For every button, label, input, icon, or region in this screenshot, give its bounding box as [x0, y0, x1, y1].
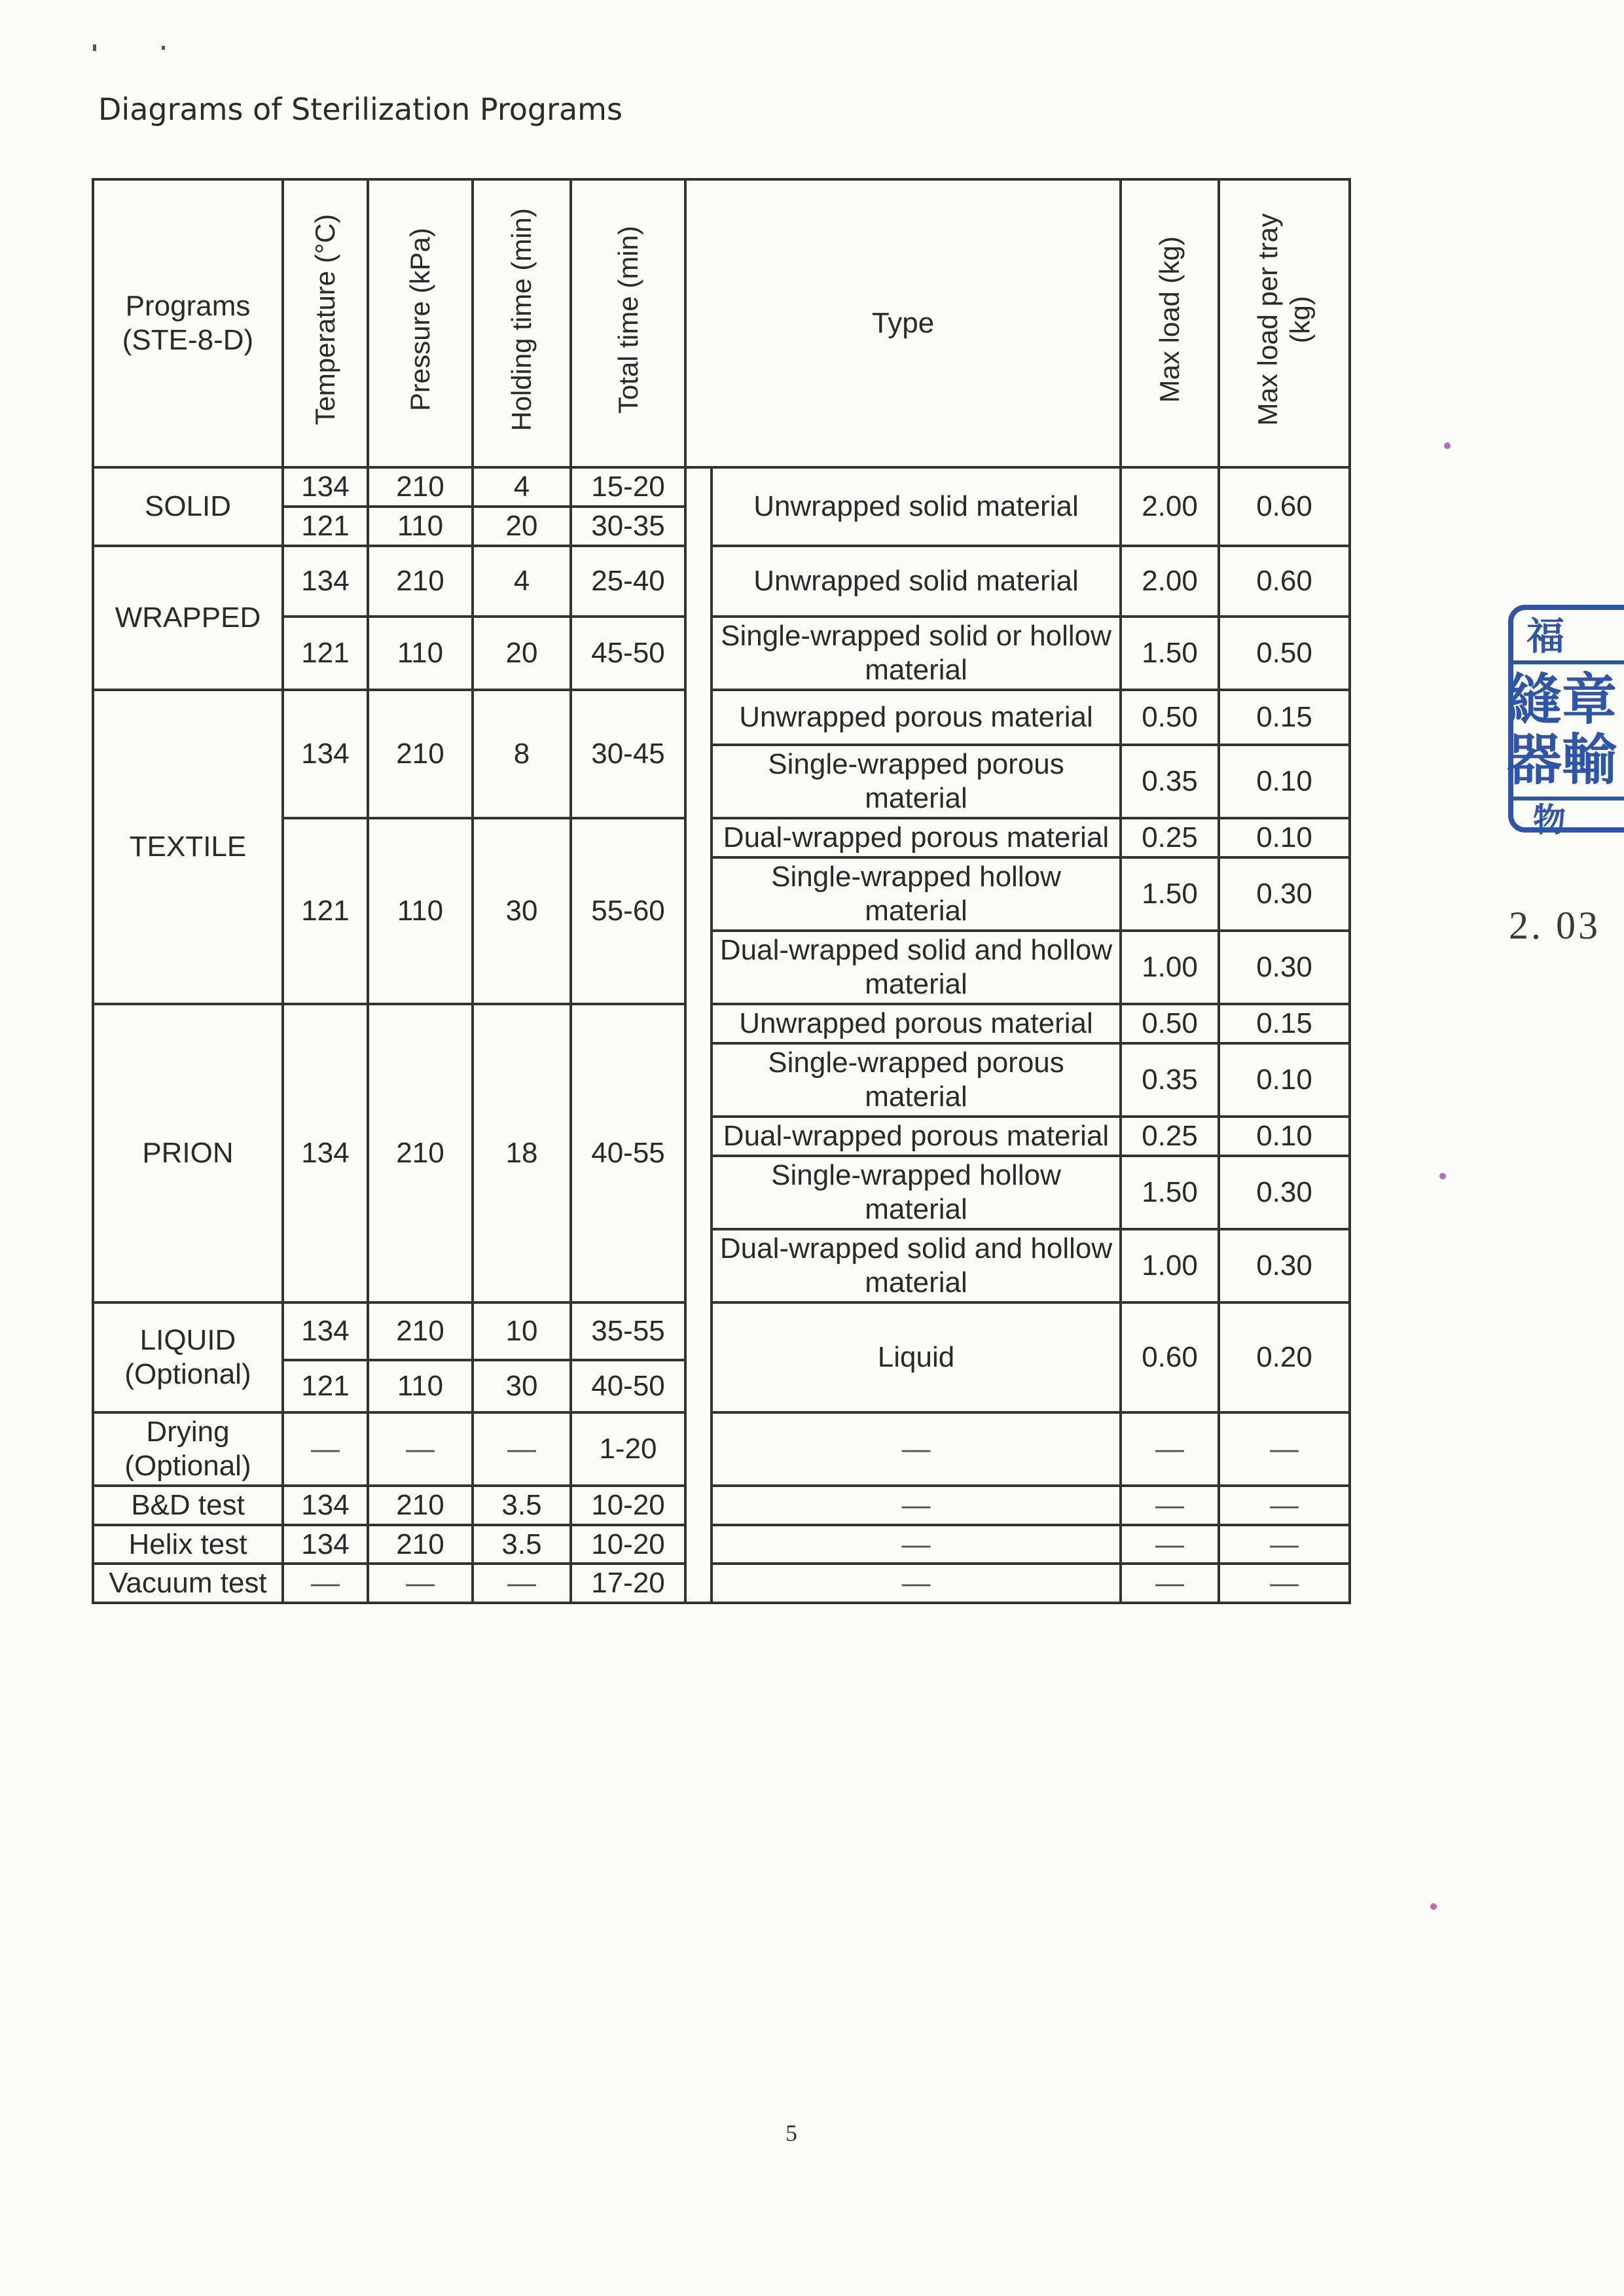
cell-type: —	[712, 1564, 1121, 1603]
program-liquid	[93, 1302, 283, 1412]
cell-max-load-tray: 0.30	[1219, 931, 1350, 1004]
gap-cell	[685, 1302, 712, 1412]
cell-total: 17-20	[571, 1564, 685, 1603]
gap-cell	[685, 1486, 712, 1525]
cell-temp: —	[283, 1412, 368, 1486]
cell-max-load: —	[1121, 1486, 1219, 1525]
header-temperature	[283, 179, 368, 467]
cell-max-load: 0.50	[1121, 1004, 1219, 1043]
cell-max-load-tray: 0.30	[1219, 1229, 1350, 1302]
gap-cell	[685, 1525, 712, 1564]
header-programs-model: (STE-8-D)	[122, 324, 254, 356]
program-helix-test: Helix test	[93, 1525, 283, 1564]
cell-total: 1-20	[571, 1412, 685, 1486]
cell-max-load-tray: 0.10	[1219, 1117, 1350, 1156]
cell-max-load: 1.00	[1121, 931, 1219, 1004]
cell-max-load-tray: —	[1219, 1412, 1350, 1486]
header-max-load	[1121, 179, 1219, 467]
cell-temp: 121	[283, 617, 368, 690]
gap-cell	[685, 1564, 712, 1603]
cell-pressure: 110	[368, 1360, 473, 1412]
cell-total: 40-50	[571, 1360, 685, 1412]
cell-pressure: —	[368, 1412, 473, 1486]
cell-total: 10-20	[571, 1486, 685, 1525]
table-row	[93, 1525, 1350, 1564]
cell-total: 15-20	[571, 467, 685, 507]
program-drying-name: Drying	[146, 1415, 230, 1448]
program-drying-optional: (Optional)	[124, 1449, 251, 1482]
header-max-load-tray-line2: (kg)	[1285, 295, 1316, 344]
cell-total: 10-20	[571, 1525, 685, 1564]
cell-max-load-tray: —	[1219, 1486, 1350, 1525]
cell-type: Unwrapped solid material	[712, 546, 1121, 617]
page-number: 5	[785, 2120, 797, 2146]
cell-max-load-tray: —	[1219, 1525, 1350, 1564]
cell-max-load: 1.50	[1121, 1156, 1219, 1229]
table-row	[93, 1564, 1350, 1603]
cell-pressure: 110	[368, 818, 473, 1004]
sterilization-programs-table	[92, 178, 1351, 1604]
gap-cell	[685, 690, 712, 1004]
seal-char: 縫章	[1507, 668, 1617, 732]
cell-hold: 30	[473, 1360, 571, 1412]
gap-cell	[685, 1412, 712, 1486]
cell-max-load: 0.35	[1121, 745, 1219, 818]
cell-max-load: 2.00	[1121, 467, 1219, 546]
cell-max-load-tray: 0.15	[1219, 690, 1350, 745]
table-row	[93, 1486, 1350, 1525]
header-total-time-label: Total time (min)	[612, 225, 643, 414]
program-vacuum-test: Vacuum test	[93, 1564, 283, 1603]
cell-type: Single-wrapped hollow material	[712, 1156, 1121, 1229]
stamp-date: 2. 03	[1509, 904, 1600, 947]
cell-hold: 30	[473, 818, 571, 1004]
cell-temp: 134	[283, 1004, 368, 1302]
cell-type: Liquid	[712, 1302, 1121, 1412]
table-row	[93, 546, 1350, 617]
cell-hold: 4	[473, 467, 571, 507]
header-pressure	[368, 179, 473, 467]
header-holding-time	[473, 179, 571, 467]
cell-pressure: 210	[368, 690, 473, 818]
table-row	[93, 1302, 1350, 1360]
cell-hold: —	[473, 1412, 571, 1486]
cell-pressure: 210	[368, 467, 473, 507]
header-row	[93, 179, 1350, 467]
gap-cell	[685, 1004, 712, 1302]
cell-max-load-tray: 0.60	[1219, 467, 1350, 546]
header-max-load-tray-label	[1252, 213, 1316, 425]
program-textile: TEXTILE	[93, 690, 283, 1004]
page-title: Diagrams of Sterilization Programs	[98, 92, 623, 127]
cell-temp: 134	[283, 546, 368, 617]
program-liquid-name: LIQUID	[139, 1323, 236, 1356]
cell-max-load: 1.50	[1121, 857, 1219, 931]
cell-max-load-tray: 0.30	[1219, 1156, 1350, 1229]
program-bd-test: B&D test	[93, 1486, 283, 1525]
purple-dot	[1430, 1903, 1437, 1910]
cell-temp: 134	[283, 690, 368, 818]
cell-hold: 10	[473, 1302, 571, 1360]
cell-max-load: 0.35	[1121, 1043, 1219, 1117]
cell-max-load: 0.50	[1121, 690, 1219, 745]
cell-pressure: 210	[368, 1004, 473, 1302]
cell-max-load: —	[1121, 1525, 1219, 1564]
cell-hold: 20	[473, 617, 571, 690]
cell-type: Single-wrapped porous material	[712, 1043, 1121, 1117]
cell-type: Dual-wrapped solid and hollow material	[712, 931, 1121, 1004]
cell-temp: 121	[283, 507, 368, 546]
cell-pressure: 110	[368, 617, 473, 690]
cell-max-load-tray: 0.10	[1219, 1043, 1350, 1117]
cell-temp: —	[283, 1564, 368, 1603]
program-prion: PRION	[93, 1004, 283, 1302]
cell-max-load-tray: 0.50	[1219, 617, 1350, 690]
cell-max-load-tray: 0.60	[1219, 546, 1350, 617]
cell-temp: 134	[283, 1486, 368, 1525]
cell-max-load: 0.60	[1121, 1302, 1219, 1412]
program-liquid-optional: (Optional)	[124, 1357, 251, 1390]
cell-type: Dual-wrapped porous material	[712, 818, 1121, 857]
header-pressure-label: Pressure (kPa)	[405, 228, 436, 412]
cell-max-load-tray: 0.30	[1219, 857, 1350, 931]
table-row	[93, 1004, 1350, 1043]
cell-temp: 121	[283, 818, 368, 1004]
cell-total: 40-55	[571, 1004, 685, 1302]
cell-max-load: 1.00	[1121, 1229, 1219, 1302]
header-max-load-label: Max load (kg)	[1154, 236, 1185, 403]
cell-temp: 121	[283, 1360, 368, 1412]
cell-hold: 3.5	[473, 1525, 571, 1564]
cell-pressure: 210	[368, 1525, 473, 1564]
program-solid: SOLID	[93, 467, 283, 546]
cell-hold: 8	[473, 690, 571, 818]
cell-type: Unwrapped porous material	[712, 1004, 1121, 1043]
cell-type: Single-wrapped solid or hollow material	[712, 617, 1121, 690]
header-type-label: Type	[871, 307, 935, 340]
purple-dot	[1444, 442, 1451, 449]
cell-hold: —	[473, 1564, 571, 1603]
cell-total: 30-35	[571, 507, 685, 546]
cell-total: 35-55	[571, 1302, 685, 1360]
cell-max-load-tray: 0.10	[1219, 818, 1350, 857]
header-programs	[93, 179, 283, 467]
cell-hold: 3.5	[473, 1486, 571, 1525]
seal-char: 物	[1533, 801, 1566, 839]
seal-char: 福	[1526, 614, 1565, 658]
table-row	[93, 467, 1350, 507]
cell-max-load: —	[1121, 1412, 1219, 1486]
cell-type: —	[712, 1412, 1121, 1486]
cell-pressure: 210	[368, 1486, 473, 1525]
cell-temp: 134	[283, 467, 368, 507]
cell-max-load-tray: 0.10	[1219, 745, 1350, 818]
cell-type: —	[712, 1525, 1121, 1564]
cell-pressure: 110	[368, 507, 473, 546]
cell-max-load-tray: 0.20	[1219, 1302, 1350, 1412]
cell-temp: 134	[283, 1525, 368, 1564]
gap-cell	[685, 546, 712, 690]
cell-hold: 20	[473, 507, 571, 546]
program-wrapped: WRAPPED	[93, 546, 283, 690]
seal-char: 器輸	[1507, 728, 1617, 792]
cell-type: —	[712, 1486, 1121, 1525]
cell-pressure: —	[368, 1564, 473, 1603]
table-row	[93, 1412, 1350, 1486]
cell-temp: 134	[283, 1302, 368, 1360]
cell-max-load: 0.25	[1121, 1117, 1219, 1156]
cell-type: Single-wrapped hollow material	[712, 857, 1121, 931]
cell-hold: 18	[473, 1004, 571, 1302]
cell-hold: 4	[473, 546, 571, 617]
cell-pressure: 210	[368, 1302, 473, 1360]
scan-mark	[162, 46, 165, 50]
cell-max-load: 2.00	[1121, 546, 1219, 617]
cell-type: Unwrapped solid material	[712, 467, 1121, 546]
header-temperature-label: Temperature (°C)	[310, 213, 341, 425]
scan-mark	[93, 45, 96, 51]
header-max-load-tray	[1219, 179, 1350, 467]
header-programs-label: Programs	[125, 290, 251, 323]
gap-cell	[685, 467, 712, 546]
cell-total: 25-40	[571, 546, 685, 617]
seal-graphic	[1506, 602, 1624, 851]
cell-type: Unwrapped porous material	[712, 690, 1121, 745]
cell-max-load: 1.50	[1121, 617, 1219, 690]
header-holding-time-label: Holding time (min)	[506, 207, 537, 431]
program-drying	[93, 1412, 283, 1486]
cell-max-load: —	[1121, 1564, 1219, 1603]
official-seal	[1506, 602, 1624, 851]
table-row	[93, 690, 1350, 745]
header-total-time	[571, 179, 685, 467]
header-type	[685, 179, 1121, 467]
cell-pressure: 210	[368, 546, 473, 617]
cell-max-load: 0.25	[1121, 818, 1219, 857]
sterilization-table-wrap	[92, 178, 1348, 1604]
header-max-load-tray-line1: Max load per tray	[1252, 213, 1284, 426]
cell-total: 45-50	[571, 617, 685, 690]
cell-type: Dual-wrapped porous material	[712, 1117, 1121, 1156]
cell-total: 55-60	[571, 818, 685, 1004]
cell-type: Single-wrapped porous material	[712, 745, 1121, 818]
purple-dot	[1439, 1173, 1446, 1179]
cell-total: 30-45	[571, 690, 685, 818]
cell-type: Dual-wrapped solid and hollow material	[712, 1229, 1121, 1302]
cell-max-load-tray: —	[1219, 1564, 1350, 1603]
cell-max-load-tray: 0.15	[1219, 1004, 1350, 1043]
